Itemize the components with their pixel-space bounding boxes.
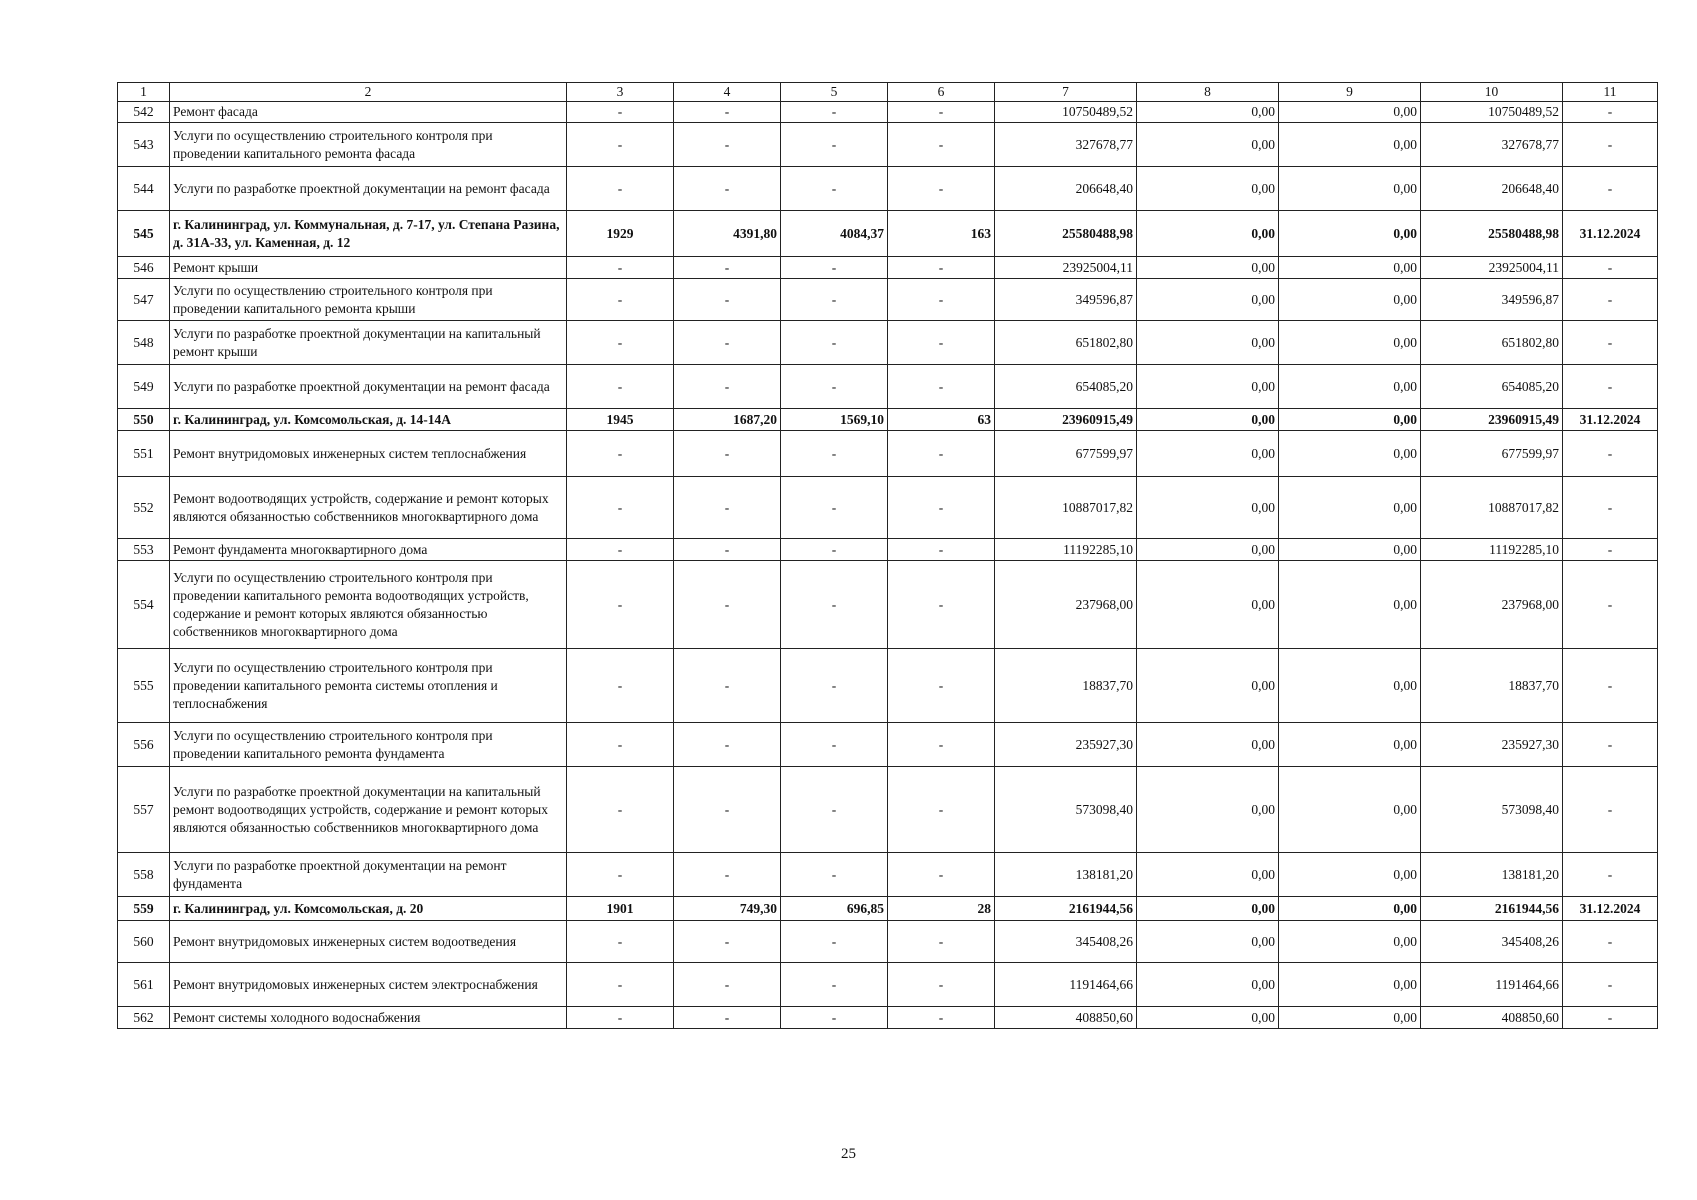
table-row <box>118 257 1658 279</box>
col3-cell: - <box>567 123 674 167</box>
col10-amount-cell: 25580488,98 <box>1421 211 1563 257</box>
col6-cell: - <box>888 431 995 477</box>
col6-cell: - <box>888 921 995 963</box>
col8-amount-cell: 0,00 <box>1137 963 1279 1007</box>
table-row <box>118 1007 1658 1029</box>
col4-cell: - <box>674 167 781 211</box>
description-cell: г. Калининград, ул. Коммунальная, д. 7-17, ул. Степана Разина, д. 31А-33, ул. Каменная, д. 12 <box>170 211 567 257</box>
col5-cell: - <box>781 767 888 853</box>
col8-amount-cell: 0,00 <box>1137 477 1279 539</box>
col4-cell: - <box>674 257 781 279</box>
col9-amount-cell: 0,00 <box>1279 123 1421 167</box>
description-cell: Ремонт фасада <box>170 102 567 123</box>
col7-amount-cell: 345408,26 <box>995 921 1137 963</box>
col3-cell: - <box>567 853 674 897</box>
col7-amount-cell: 237968,00 <box>995 561 1137 649</box>
col7-amount-cell: 327678,77 <box>995 123 1137 167</box>
table-row <box>118 279 1658 321</box>
col9-amount-cell: 0,00 <box>1279 279 1421 321</box>
col10-amount-cell: 18837,70 <box>1421 649 1563 723</box>
col9-amount-cell: 0,00 <box>1279 723 1421 767</box>
col10-amount-cell: 23925004,11 <box>1421 257 1563 279</box>
col9-amount-cell: 0,00 <box>1279 257 1421 279</box>
col8-amount-cell: 0,00 <box>1137 539 1279 561</box>
description-cell: Услуги по разработке проектной документации на капитальный ремонт крыши <box>170 321 567 365</box>
col3-cell: - <box>567 767 674 853</box>
col7-amount-cell: 18837,70 <box>995 649 1137 723</box>
col4-cell: - <box>674 723 781 767</box>
col9-amount-cell: 0,00 <box>1279 431 1421 477</box>
col9-amount-cell: 0,00 <box>1279 167 1421 211</box>
col3-cell: - <box>567 279 674 321</box>
table-row <box>118 853 1658 897</box>
col3-cell: 1901 <box>567 897 674 921</box>
col5-cell: - <box>781 723 888 767</box>
col8-amount-cell: 0,00 <box>1137 649 1279 723</box>
col8-amount-cell: 0,00 <box>1137 167 1279 211</box>
col5-cell: - <box>781 963 888 1007</box>
col8-amount-cell: 0,00 <box>1137 279 1279 321</box>
row-number-cell: 555 <box>118 649 170 723</box>
row-number-cell: 552 <box>118 477 170 539</box>
col11-date-cell: - <box>1563 365 1658 409</box>
col8-amount-cell: 0,00 <box>1137 723 1279 767</box>
address-row <box>118 211 1658 257</box>
col3-cell: - <box>567 431 674 477</box>
row-number-cell: 558 <box>118 853 170 897</box>
row-number-cell: 548 <box>118 321 170 365</box>
col7-amount-cell: 25580488,98 <box>995 211 1137 257</box>
col10-amount-cell: 23960915,49 <box>1421 409 1563 431</box>
col4-cell: - <box>674 279 781 321</box>
description-cell: г. Калининград, ул. Комсомольская, д. 14-14А <box>170 409 567 431</box>
col9-amount-cell: 0,00 <box>1279 477 1421 539</box>
col11-date-cell: - <box>1563 477 1658 539</box>
col11-date-cell: - <box>1563 561 1658 649</box>
col5-cell: - <box>781 123 888 167</box>
col4-cell: - <box>674 431 781 477</box>
col4-cell: - <box>674 649 781 723</box>
col5-cell: - <box>781 102 888 123</box>
row-number-cell: 561 <box>118 963 170 1007</box>
col10-amount-cell: 654085,20 <box>1421 365 1563 409</box>
col5-cell: - <box>781 279 888 321</box>
col4-cell: 749,30 <box>674 897 781 921</box>
col4-cell: - <box>674 102 781 123</box>
column-header: 3 <box>567 83 674 102</box>
col8-amount-cell: 0,00 <box>1137 921 1279 963</box>
col6-cell: - <box>888 321 995 365</box>
col11-date-cell: - <box>1563 123 1658 167</box>
col6-cell: 63 <box>888 409 995 431</box>
col5-cell: - <box>781 365 888 409</box>
col6-cell: 163 <box>888 211 995 257</box>
col3-cell: - <box>567 561 674 649</box>
row-number-cell: 545 <box>118 211 170 257</box>
col5-cell: 1569,10 <box>781 409 888 431</box>
col10-amount-cell: 573098,40 <box>1421 767 1563 853</box>
col10-amount-cell: 235927,30 <box>1421 723 1563 767</box>
col5-cell: - <box>781 921 888 963</box>
description-cell: Ремонт водоотводящих устройств, содержание и ремонт которых являются обязанностью собственников многоквартирного дома <box>170 477 567 539</box>
col8-amount-cell: 0,00 <box>1137 561 1279 649</box>
table-row <box>118 649 1658 723</box>
column-header: 6 <box>888 83 995 102</box>
row-number-cell: 544 <box>118 167 170 211</box>
col4-cell: - <box>674 321 781 365</box>
col8-amount-cell: 0,00 <box>1137 431 1279 477</box>
col7-amount-cell: 23925004,11 <box>995 257 1137 279</box>
col4-cell: - <box>674 365 781 409</box>
row-number-cell: 553 <box>118 539 170 561</box>
col10-amount-cell: 408850,60 <box>1421 1007 1563 1029</box>
col8-amount-cell: 0,00 <box>1137 897 1279 921</box>
table-row <box>118 365 1658 409</box>
col8-amount-cell: 0,00 <box>1137 767 1279 853</box>
col6-cell: - <box>888 649 995 723</box>
col6-cell: - <box>888 767 995 853</box>
col8-amount-cell: 0,00 <box>1137 1007 1279 1029</box>
col11-date-cell: - <box>1563 279 1658 321</box>
description-cell: Услуги по разработке проектной документации на ремонт фасада <box>170 167 567 211</box>
col5-cell: - <box>781 431 888 477</box>
col10-amount-cell: 237968,00 <box>1421 561 1563 649</box>
col11-date-cell: - <box>1563 853 1658 897</box>
col7-amount-cell: 138181,20 <box>995 853 1137 897</box>
row-number-cell: 554 <box>118 561 170 649</box>
col3-cell: 1929 <box>567 211 674 257</box>
col4-cell: - <box>674 539 781 561</box>
col6-cell: - <box>888 477 995 539</box>
col9-amount-cell: 0,00 <box>1279 897 1421 921</box>
col6-cell: - <box>888 723 995 767</box>
col11-date-cell: 31.12.2024 <box>1563 409 1658 431</box>
description-cell: Ремонт внутридомовых инженерных систем водоотведения <box>170 921 567 963</box>
col11-date-cell: - <box>1563 649 1658 723</box>
col3-cell: - <box>567 167 674 211</box>
col7-amount-cell: 23960915,49 <box>995 409 1137 431</box>
col5-cell: - <box>781 257 888 279</box>
description-cell: Услуги по разработке проектной документации на ремонт фасада <box>170 365 567 409</box>
col9-amount-cell: 0,00 <box>1279 211 1421 257</box>
row-number-cell: 550 <box>118 409 170 431</box>
col7-amount-cell: 651802,80 <box>995 321 1137 365</box>
col6-cell: - <box>888 102 995 123</box>
col11-date-cell: - <box>1563 963 1658 1007</box>
col3-cell: - <box>567 321 674 365</box>
col7-amount-cell: 235927,30 <box>995 723 1137 767</box>
col5-cell: - <box>781 477 888 539</box>
col7-amount-cell: 408850,60 <box>995 1007 1137 1029</box>
description-cell: Услуги по осуществлению строительного контроля при проведении капитального ремонта системы отопления и теплоснабжения <box>170 649 567 723</box>
row-number-cell: 543 <box>118 123 170 167</box>
column-header: 2 <box>170 83 567 102</box>
col7-amount-cell: 2161944,56 <box>995 897 1137 921</box>
row-number-cell: 546 <box>118 257 170 279</box>
col6-cell: - <box>888 123 995 167</box>
col3-cell: - <box>567 921 674 963</box>
col3-cell: - <box>567 539 674 561</box>
col8-amount-cell: 0,00 <box>1137 853 1279 897</box>
col11-date-cell: - <box>1563 921 1658 963</box>
page-number: 25 <box>841 1146 856 1162</box>
col9-amount-cell: 0,00 <box>1279 102 1421 123</box>
address-row <box>118 409 1658 431</box>
col10-amount-cell: 10750489,52 <box>1421 102 1563 123</box>
row-number-cell: 551 <box>118 431 170 477</box>
col6-cell: - <box>888 257 995 279</box>
col6-cell: - <box>888 365 995 409</box>
col10-amount-cell: 345408,26 <box>1421 921 1563 963</box>
table-row <box>118 321 1658 365</box>
col5-cell: - <box>781 561 888 649</box>
col10-amount-cell: 651802,80 <box>1421 321 1563 365</box>
col6-cell: 28 <box>888 897 995 921</box>
col8-amount-cell: 0,00 <box>1137 102 1279 123</box>
column-header: 5 <box>781 83 888 102</box>
col4-cell: 1687,20 <box>674 409 781 431</box>
col11-date-cell: - <box>1563 1007 1658 1029</box>
col3-cell: - <box>567 723 674 767</box>
col10-amount-cell: 10887017,82 <box>1421 477 1563 539</box>
row-number-cell: 556 <box>118 723 170 767</box>
column-number-row <box>118 83 1658 102</box>
col6-cell: - <box>888 1007 995 1029</box>
col3-cell: - <box>567 649 674 723</box>
col11-date-cell: - <box>1563 767 1658 853</box>
col8-amount-cell: 0,00 <box>1137 321 1279 365</box>
col4-cell: - <box>674 853 781 897</box>
col5-cell: - <box>781 1007 888 1029</box>
col9-amount-cell: 0,00 <box>1279 649 1421 723</box>
col6-cell: - <box>888 539 995 561</box>
capital-repair-table <box>117 82 1658 1029</box>
col7-amount-cell: 11192285,10 <box>995 539 1137 561</box>
column-header: 1 <box>118 83 170 102</box>
col5-cell: 696,85 <box>781 897 888 921</box>
col9-amount-cell: 0,00 <box>1279 853 1421 897</box>
col7-amount-cell: 349596,87 <box>995 279 1137 321</box>
description-cell: Ремонт системы холодного водоснабжения <box>170 1007 567 1029</box>
col6-cell: - <box>888 853 995 897</box>
col3-cell: - <box>567 477 674 539</box>
col11-date-cell: - <box>1563 539 1658 561</box>
col8-amount-cell: 0,00 <box>1137 257 1279 279</box>
table-row <box>118 477 1658 539</box>
col4-cell: - <box>674 1007 781 1029</box>
col10-amount-cell: 677599,97 <box>1421 431 1563 477</box>
col7-amount-cell: 677599,97 <box>995 431 1137 477</box>
col5-cell: 4084,37 <box>781 211 888 257</box>
column-header: 8 <box>1137 83 1279 102</box>
col6-cell: - <box>888 279 995 321</box>
col10-amount-cell: 2161944,56 <box>1421 897 1563 921</box>
col9-amount-cell: 0,00 <box>1279 409 1421 431</box>
col5-cell: - <box>781 649 888 723</box>
col6-cell: - <box>888 963 995 1007</box>
table-row <box>118 963 1658 1007</box>
description-cell: г. Калининград, ул. Комсомольская, д. 20 <box>170 897 567 921</box>
row-number-cell: 547 <box>118 279 170 321</box>
col4-cell: - <box>674 921 781 963</box>
table-row <box>118 561 1658 649</box>
col11-date-cell: - <box>1563 431 1658 477</box>
column-header: 4 <box>674 83 781 102</box>
description-cell: Ремонт внутридомовых инженерных систем теплоснабжения <box>170 431 567 477</box>
col4-cell: 4391,80 <box>674 211 781 257</box>
col11-date-cell: - <box>1563 723 1658 767</box>
table-row <box>118 167 1658 211</box>
column-header: 11 <box>1563 83 1658 102</box>
col10-amount-cell: 11192285,10 <box>1421 539 1563 561</box>
col11-date-cell: - <box>1563 167 1658 211</box>
col4-cell: - <box>674 477 781 539</box>
col8-amount-cell: 0,00 <box>1137 123 1279 167</box>
col5-cell: - <box>781 321 888 365</box>
col4-cell: - <box>674 963 781 1007</box>
col11-date-cell: - <box>1563 321 1658 365</box>
table-row <box>118 431 1658 477</box>
table-row <box>118 539 1658 561</box>
col7-amount-cell: 10887017,82 <box>995 477 1137 539</box>
table-row <box>118 921 1658 963</box>
col10-amount-cell: 349596,87 <box>1421 279 1563 321</box>
col11-date-cell: - <box>1563 102 1658 123</box>
table-row <box>118 102 1658 123</box>
col9-amount-cell: 0,00 <box>1279 767 1421 853</box>
col7-amount-cell: 654085,20 <box>995 365 1137 409</box>
col3-cell: - <box>567 102 674 123</box>
column-header: 9 <box>1279 83 1421 102</box>
col9-amount-cell: 0,00 <box>1279 321 1421 365</box>
description-cell: Ремонт крыши <box>170 257 567 279</box>
col6-cell: - <box>888 167 995 211</box>
row-number-cell: 549 <box>118 365 170 409</box>
col8-amount-cell: 0,00 <box>1137 409 1279 431</box>
description-cell: Услуги по осуществлению строительного контроля при проведении капитального ремонта водоотводящих устройств, содержание и ремонт которых являются обязанностью собственников многоквартирного дома <box>170 561 567 649</box>
col9-amount-cell: 0,00 <box>1279 561 1421 649</box>
row-number-cell: 560 <box>118 921 170 963</box>
col4-cell: - <box>674 561 781 649</box>
col9-amount-cell: 0,00 <box>1279 365 1421 409</box>
description-cell: Ремонт внутридомовых инженерных систем электроснабжения <box>170 963 567 1007</box>
table-row <box>118 123 1658 167</box>
col10-amount-cell: 138181,20 <box>1421 853 1563 897</box>
col6-cell: - <box>888 561 995 649</box>
col7-amount-cell: 206648,40 <box>995 167 1137 211</box>
col10-amount-cell: 206648,40 <box>1421 167 1563 211</box>
description-cell: Услуги по разработке проектной документации на ремонт фундамента <box>170 853 567 897</box>
column-header: 7 <box>995 83 1137 102</box>
col5-cell: - <box>781 539 888 561</box>
col3-cell: 1945 <box>567 409 674 431</box>
col7-amount-cell: 573098,40 <box>995 767 1137 853</box>
col7-amount-cell: 1191464,66 <box>995 963 1137 1007</box>
column-header: 10 <box>1421 83 1563 102</box>
row-number-cell: 562 <box>118 1007 170 1029</box>
col3-cell: - <box>567 1007 674 1029</box>
row-number-cell: 542 <box>118 102 170 123</box>
col11-date-cell: - <box>1563 257 1658 279</box>
col10-amount-cell: 327678,77 <box>1421 123 1563 167</box>
col9-amount-cell: 0,00 <box>1279 921 1421 963</box>
col5-cell: - <box>781 853 888 897</box>
description-cell: Услуги по разработке проектной документации на капитальный ремонт водоотводящих устройств, содержание и ремонт которых являются обязанностью собственников многоквартирного дома <box>170 767 567 853</box>
col4-cell: - <box>674 767 781 853</box>
description-cell: Услуги по осуществлению строительного контроля при проведении капитального ремонта крыши <box>170 279 567 321</box>
col9-amount-cell: 0,00 <box>1279 539 1421 561</box>
col3-cell: - <box>567 257 674 279</box>
description-cell: Услуги по осуществлению строительного контроля при проведении капитального ремонта фасада <box>170 123 567 167</box>
col11-date-cell: 31.12.2024 <box>1563 211 1658 257</box>
col9-amount-cell: 0,00 <box>1279 1007 1421 1029</box>
col8-amount-cell: 0,00 <box>1137 211 1279 257</box>
col7-amount-cell: 10750489,52 <box>995 102 1137 123</box>
row-number-cell: 559 <box>118 897 170 921</box>
col3-cell: - <box>567 963 674 1007</box>
description-cell: Услуги по осуществлению строительного контроля при проведении капитального ремонта фундамента <box>170 723 567 767</box>
col11-date-cell: 31.12.2024 <box>1563 897 1658 921</box>
col10-amount-cell: 1191464,66 <box>1421 963 1563 1007</box>
col3-cell: - <box>567 365 674 409</box>
table-row <box>118 767 1658 853</box>
description-cell: Ремонт фундамента многоквартирного дома <box>170 539 567 561</box>
row-number-cell: 557 <box>118 767 170 853</box>
col5-cell: - <box>781 167 888 211</box>
col4-cell: - <box>674 123 781 167</box>
table-row <box>118 723 1658 767</box>
address-row <box>118 897 1658 921</box>
col8-amount-cell: 0,00 <box>1137 365 1279 409</box>
col9-amount-cell: 0,00 <box>1279 963 1421 1007</box>
